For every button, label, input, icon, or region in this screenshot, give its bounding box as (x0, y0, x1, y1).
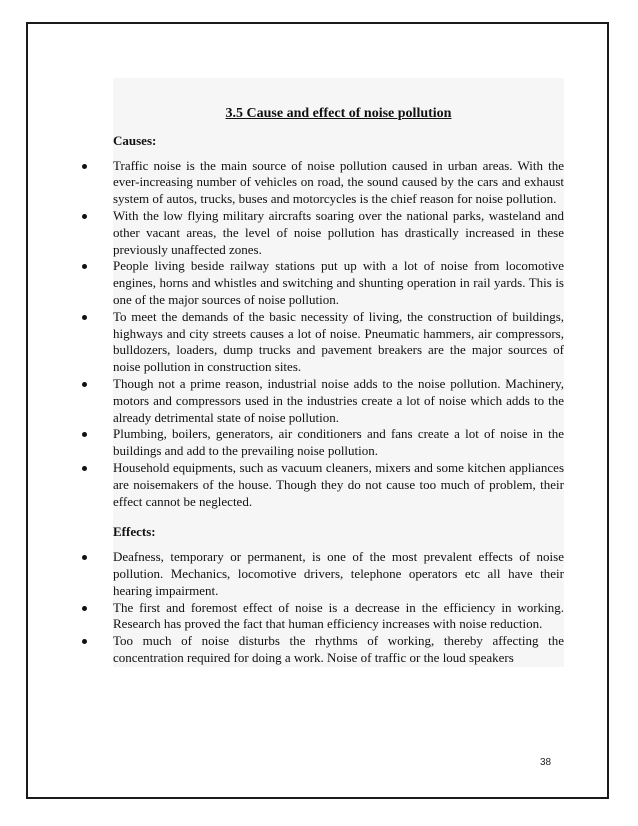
causes-list (113, 158, 564, 511)
bullet-icon (82, 606, 87, 611)
effect-item (113, 633, 564, 667)
cause-item (113, 376, 564, 426)
cause-item-text: People living beside railway stations put up with a lot of noise from locomotive engines, horns and whistles and switching and shunting operation in rail yards. This is one of the major sources of noise pollution. (113, 258, 564, 307)
cause-item (113, 426, 564, 460)
cause-item (113, 258, 564, 308)
cause-item-text: To meet the demands of the basic necessity of living, the construction of buildings, highways and city streets causes a lot of noise. Pneumatic hammers, air compressors, bulldozers, loaders, dump trucks and pavement breakers are the major sources of noise pollution in construction sites. (113, 308, 564, 375)
page-number: 38 (540, 757, 552, 768)
cause-item-text: Though not a prime reason, industrial noise adds to the noise pollution. Machinery, motors and compressors used in the industries create a lot of noise which adds to the already detrimental state of noise pollution. (113, 375, 564, 425)
cause-item (113, 208, 564, 258)
effect-item-text: Deafness, temporary or permanent, is one of the most prevalent effects of noise pollution. Mechanics, locomotive drivers, telephone operators etc all have their hearing impairment. (113, 549, 564, 598)
effect-item-text: Too much of noise disturbs the rhythms of working, thereby affecting the concentration required for doing a work. Noise of traffic or the loud speakers (113, 633, 564, 665)
bullet-icon (82, 382, 87, 387)
cause-item (113, 309, 564, 376)
effect-item-text: The first and foremost effect of noise is a decrease in the efficiency in working. Research has proved the fact that human efficiency increases with noise reduction. (113, 599, 564, 632)
effect-item (113, 549, 564, 599)
causes-heading: Causes: (113, 132, 157, 148)
bullet-icon (82, 164, 87, 169)
effect-item (113, 600, 564, 634)
bullet-icon (82, 315, 87, 320)
effects-heading: Effects: (113, 524, 156, 540)
cause-item-text: Plumbing, boilers, generators, air conditioners and fans create a lot of noise in the buildings and add to the prevailing noise pollution. (113, 426, 564, 459)
bullet-icon (82, 214, 87, 219)
effects-list (113, 549, 564, 667)
cause-item-text: Household equipments, such as vacuum cleaners, mixers and some kitchen appliances are noisemakers of the house. Though they do not cause too much of problem, their effect cannot be neglected. (113, 459, 564, 509)
cause-item-text: With the low flying military aircrafts soaring over the national parks, wasteland and other vacant areas, the level of noise pollution has drastically increased in these previously unaffected zones. (113, 207, 564, 257)
cause-item (113, 460, 564, 510)
bullet-icon (82, 466, 87, 471)
section-title: 3.5 Cause and effect of noise pollution (225, 106, 452, 121)
cause-item (113, 158, 564, 208)
document-body (113, 78, 564, 667)
cause-item-text: Traffic noise is the main source of noise pollution caused in urban areas. With the ever-increasing number of vehicles on road, the sound caused by the cars and exhaust system of autos, trucks, buses and motorcycles is the chief reason for noise pollution. (113, 157, 564, 207)
